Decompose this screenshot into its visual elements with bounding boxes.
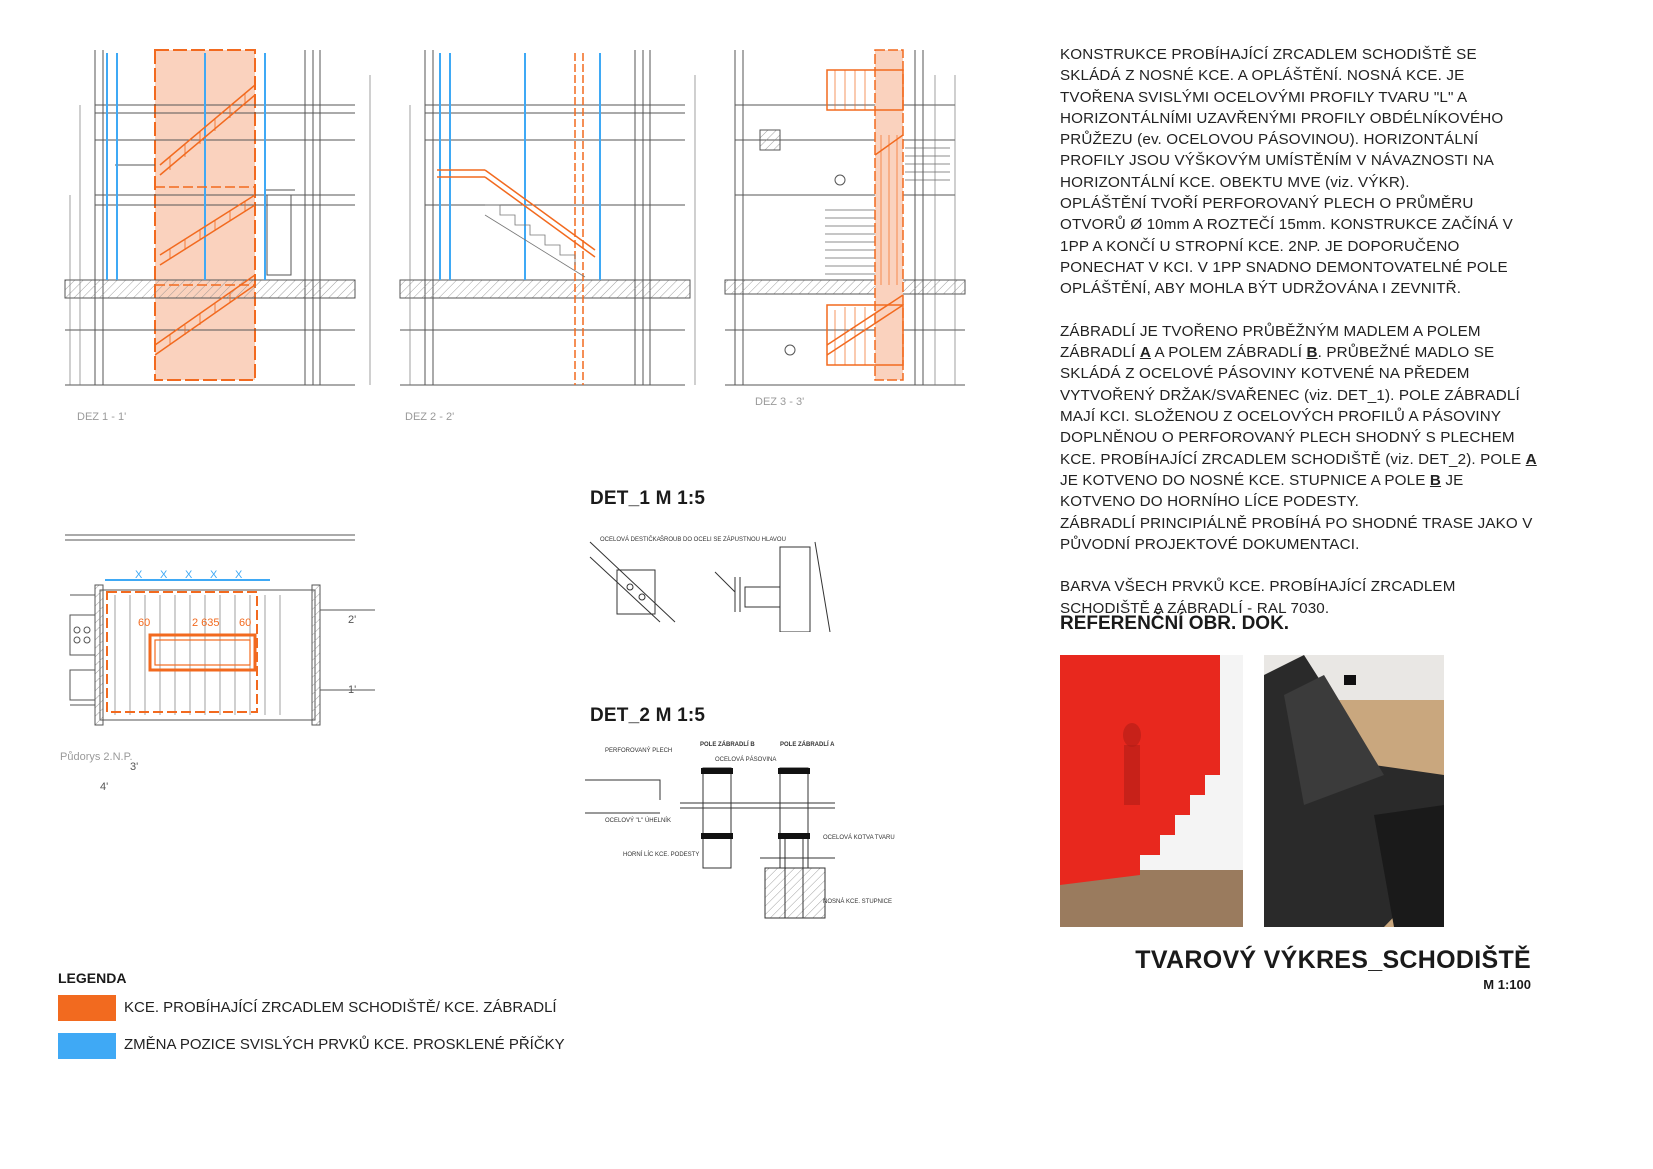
svg-text:X: X [135,569,143,581]
legend-swatch-orange [58,995,116,1021]
plan-dim-right: 60 [239,617,252,629]
reference-image-red-stair [1060,655,1243,927]
det2-note-b: POLE ZÁBRADLÍ A [780,742,835,748]
det2-note-l: OCELOVÝ "L" ÚHELNÍK [605,818,671,824]
plan-axis-1: 1' [348,684,357,696]
legend-title: LEGENDA [58,970,127,986]
det1-title: DET_1 M 1:5 [590,488,706,509]
det2-note-plech: PERFOROVANÝ PLECH [605,748,673,754]
section-dez2 [400,50,695,385]
label-dez1: DEZ 1 - 1' [77,411,127,423]
desc-p2: ZÁBRADLÍ JE TVOŘENO PRŮBĚŽNÝM MADLEM A POLEM ZÁBRADLÍ A A POLEM ZÁBRADLÍ B. PRŮBEŽNÉ MADLO SE SKLÁDÁ Z OCELOVÉ PÁSOVINY KOTVENÉ NA PŘEDEM VYTVOŘENÝ DRŽAK/SVAŘENEC (viz. DET_1). POLE ZÁBRADLÍ MAJÍ KCI. SLOŽENOU Z OCELOVÝCH PROFILŮ A PÁSOVINY DOPLNĚNOU O PERFOROVANÝ PLECH SHODNÝ S PLECHEM KCE. PROBÍHAJÍCÍ ZRCADLEM SCHODIŠTĚ (viz. DET_2). POLE A JE KOTVENO DO NOSNÉ KCE. STUPNICE A POLE B JE KOTVENO DO HORNÍHO LÍCE PODESTY. ZÁBRADLÍ PRINCIPIÁLNĚ PROBÍHÁ PO SHODNÉ TRASE JAKO V PŮVODNÍ PROJEKTOVÉ DOKUMENTACI. [1060,322,1537,553]
det1-note-left: OCELOVÁ DESTIČKA [600,537,661,543]
desc-p3: BARVA VŠECH PRVKŮ KCE. PROBÍHAJÍCÍ ZRCADLEM SCHODIŠTĚ A ZÁBRADLÍ - RAL 7030. [1060,578,1456,617]
plan-axis-3: 3' [130,761,139,773]
plan-dim-left: 60 [138,617,151,629]
svg-text:X: X [160,569,168,581]
plan-axis-4: 4' [100,781,109,793]
sheet-title: TVAROVÝ VÝKRES_SCHODIŠTĚ [1135,946,1531,974]
label-dez2: DEZ 2 - 2' [405,411,455,423]
svg-text:X: X [210,569,218,581]
det1-note-right: ŠROUB DO OCELI SE ZÁPUSTNOU HLAVOU [660,537,786,543]
det2-drawing [585,738,905,923]
det1-drawing [585,532,845,632]
section-dez1 [65,50,370,385]
det2-note-pasovina: OCELOVÁ PÁSOVINA [715,757,777,763]
legend-item-orange: KCE. PROBÍHAJÍCÍ ZRCADLEM SCHODIŠTĚ/ KCE. ZÁBRADLÍ [124,999,557,1016]
det2-note-a: POLE ZÁBRADLÍ B [700,742,755,748]
reference-title: REFERENČNÍ OBR. DOK. [1060,613,1290,634]
det2-title: DET_2 M 1:5 [590,705,706,726]
legend-swatch-blue [58,1033,116,1059]
legend-item-blue: ZMĚNA POZICE SVISLÝCH PRVKŮ KCE. PROSKLENÉ PŘÍČKY [124,1036,565,1053]
label-dez3: DEZ 3 - 3' [755,396,805,408]
sections-drawing [55,45,985,455]
svg-text:X: X [235,569,243,581]
reference-image-black-stair [1264,655,1444,927]
svg-text:X: X [185,569,193,581]
desc-p1b: OPLÁŠTĚNÍ TVOŘÍ PERFOROVANÝ PLECH O PRŮMĚRU OTVORŮ Ø 10mm A ROZTEČÍ 15mm. KONSTRUKCE ZAČÍNÁ V 1PP A KONČÍ U STROPNÍ KCE. 2NP. JE DOPORUČENO PONECHAT V KCI. V 1PP SNADNO DEMONTOVATELNÉ POLE OPLÁŠTĚNÍ, ABY MOHLA BÝT UDRŽOVÁNA I ZEVNITŘ. [1060,195,1513,298]
det2-note-podesta: HORNÍ LÍC KCE. PODESTY [623,852,700,858]
det2-note-stupnice: NOSNÁ KCE. STUPNICE [823,899,893,905]
det2-note-kotva: OCELOVÁ KOTVA TVARU [823,835,895,841]
plan-axis-2: 2' [348,614,357,626]
desc-p1: KONSTRUKCE PROBÍHAJÍCÍ ZRCADLEM SCHODIŠTĚ SE SKLÁDÁ Z NOSNÉ KCE. A OPLÁŠTĚNÍ. NOSNÁ KCE. JE TVOŘENA SVISLÝMI OCELOVÝMI PROFILY TVARU "L" A HORIZONTÁLNÍMI UZAVŘENÝMI PROFILY OBDÉLNÍKOVÉHO PRŮŽEZU (ev. OCELOVOU PÁSOVINOU). HORIZONTÁLNÍ PROFILY JSOU VÝŠKOVÝM UMÍSTĚNÍM V NÁVAZNOSTI NA HORIZONTÁLNÍ KCE. OBEKTU MVE (viz. VÝKR). [1060,46,1504,191]
floor-plan [55,510,385,810]
sheet-scale: M 1:100 [1483,977,1531,992]
plan-dim-main: 2 635 [192,617,220,629]
section-dez3 [725,50,965,385]
description [1060,44,1540,640]
label-plan: Půdorys 2.N.P. [60,751,133,763]
